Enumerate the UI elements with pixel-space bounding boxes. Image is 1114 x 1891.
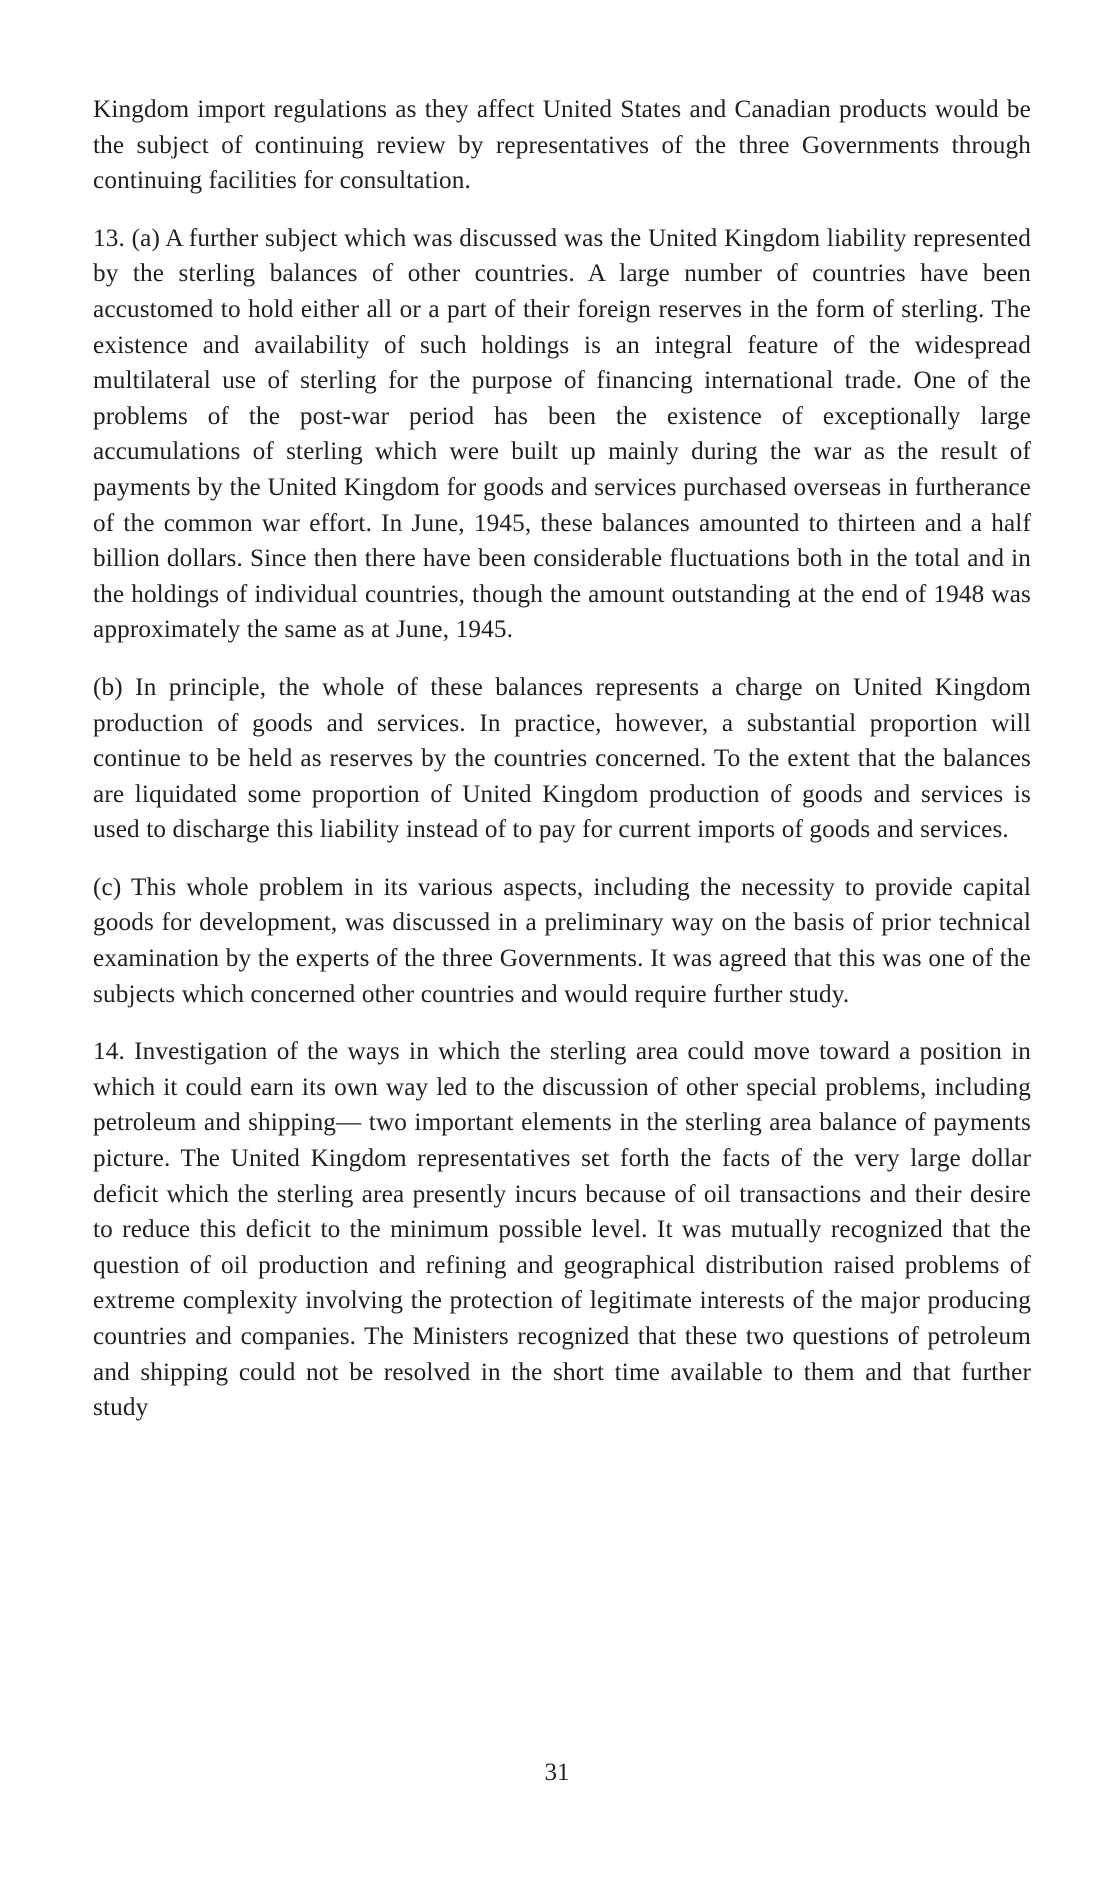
paragraph-continuation: Kingdom import regulations as they affect United States and Canadian products would be the subject of continuing review by representatives of the three Governments through continuing facilities for consultation. — [93, 96, 1031, 195]
body-text — [93, 92, 1031, 1426]
paragraph-13b: (b) In principle, the whole of these balances represents a charge on United Kingdom production of goods and services. In practice, however, a substantial proportion will continue to be held as reserves by the countries concerned. To the extent that the balances are liquidated some proportion of United Kingdom production of goods and services is used to discharge this liability instead of to pay for current imports of goods and services. — [93, 673, 1031, 844]
paragraph-13c: (c) This whole problem in its various aspects, including the necessity to provide capital goods for development, was discussed in a preliminary way on the basis of prior technical examination by the experts of the three Governments. It was agreed that this was one of the subjects which concerned other countries and would require further study. — [93, 873, 1031, 1008]
paragraph-13a: 13. (a) A further subject which was discussed was the United Kingdom liability represented by the sterling balances of other countries. A large number of countries have been accustomed to hold either all or a part of their foreign reserves in the form of sterling. The existence and availability of such holdings is an integral feature of the widespread multilateral use of sterling for the purpose of financing international trade. One of the problems of the post-war period has been the existence of exceptionally large accumulations of sterling which were built up mainly during the war as the result of payments by the United Kingdom for goods and services purchased overseas in furtherance of the common war effort. In June, 1945, these balances amounted to thirteen and a half billion dollars. Since then there have been considerable fluctuations both in the total and in the holdings of individual countries, though the amount outstanding at the end of 1948 was approximately the same as at June, 1945. — [93, 224, 1031, 644]
page-number: 31 — [544, 1759, 570, 1786]
paragraph-14: 14. Investigation of the ways in which the sterling area could move toward a position in which it could earn its own way led to the discussion of other special problems, including petroleum and shipping— two important elements in the sterling area balance of payments picture. The United Kingdom representatives set forth the facts of the very large dollar deficit which the sterling area presently incurs because of oil transactions and their desire to reduce this deficit to the minimum possible level. It was mutually recognized that the question of oil production and refining and geographical distribution raised problems of extreme complexity involving the protection of legitimate interests of the major producing countries and companies. The Ministers recognized that these two questions of petroleum and shipping could not be resolved in the short time available to them and that further study — [93, 1038, 1031, 1422]
